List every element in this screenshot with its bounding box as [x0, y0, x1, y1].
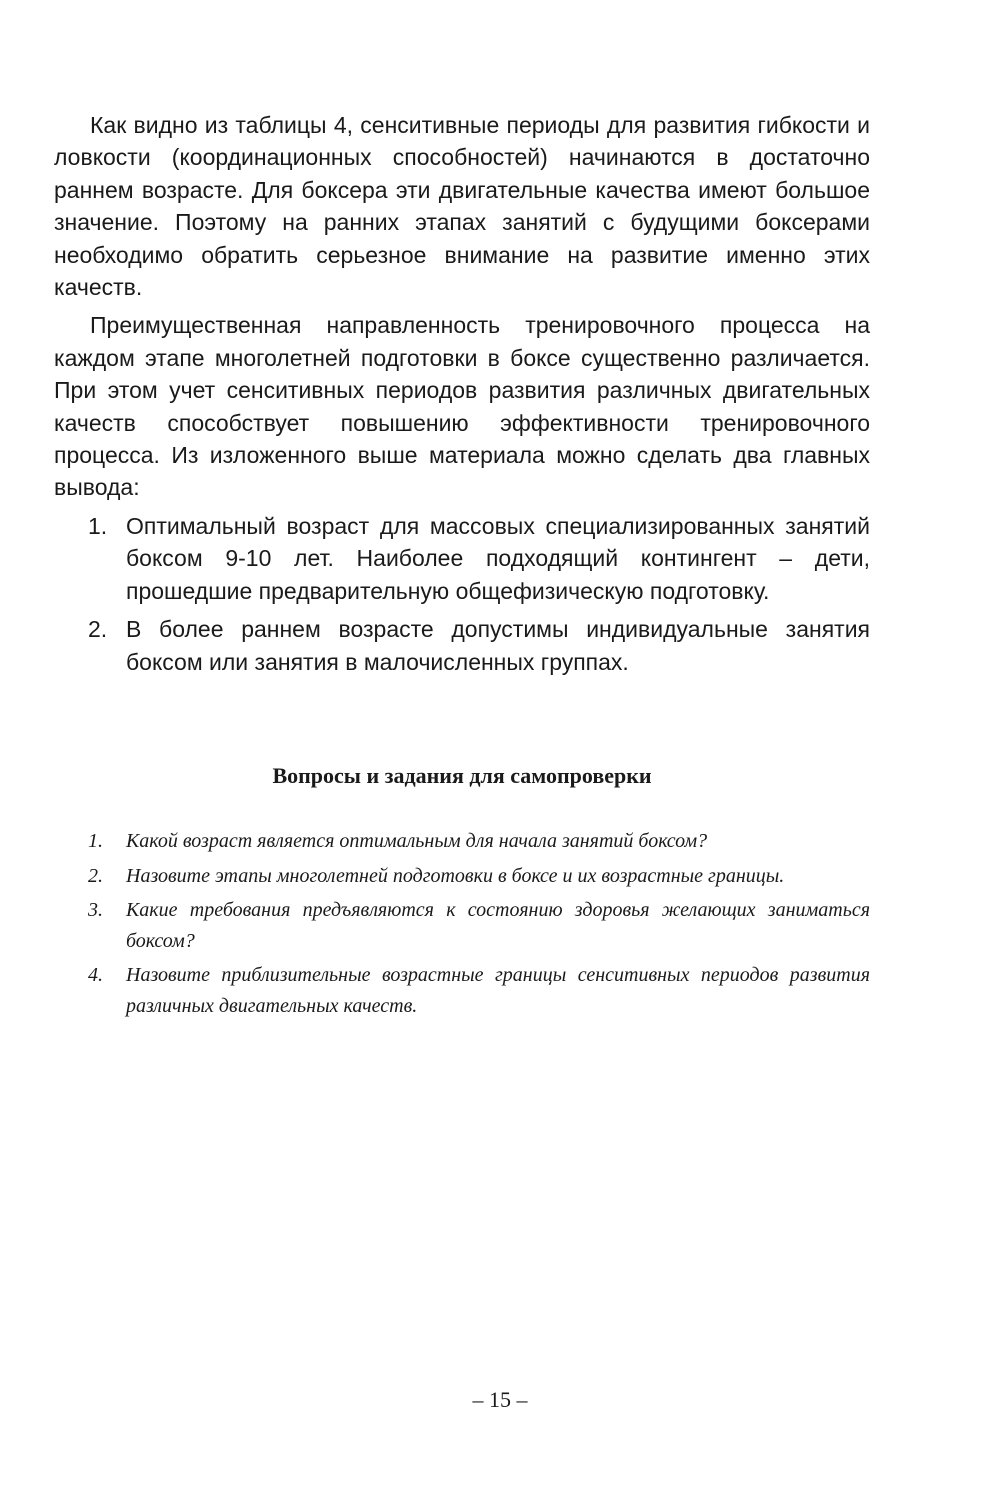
question-number: 3. [88, 899, 103, 921]
question-item [54, 895, 870, 956]
page-number: – 15 – [472, 1387, 528, 1412]
question-number: 2. [88, 864, 103, 887]
conclusion-number: 1. [88, 512, 108, 539]
self-check-questions-list [54, 826, 870, 1025]
conclusion-text: Оптимальный возраст для массовых специализированных занятий боксом 9-10 лет. Наиболее подходящий контингент – дети, прошедшие предварительную общефизическую подготовку. [126, 512, 870, 604]
question-text: Назовите этапы многолетней подготовки в боксе и их возрастные границы. [126, 864, 785, 887]
question-text: Какой возраст является оптимальным для начала занятий боксом? [126, 830, 708, 852]
question-text: Какие требования предъявляются к состоянию здоровья желающих заниматься боксом? [126, 899, 870, 952]
main-text-block [54, 109, 870, 684]
conclusion-item [54, 613, 870, 678]
conclusion-text: В более раннем возрасте допустимы индивидуальные занятия боксом или занятия в малочисленных группах. [126, 616, 870, 675]
conclusion-number: 2. [88, 616, 108, 643]
question-item [54, 826, 870, 857]
paragraph-1: Как видно из таблицы 4, сенситивные периоды для развития гибкости и ловкости (координационных способностей) начинаются в достаточно раннем возрасте. Для боксера эти двигательные качества имеют большое значение. Поэтому на ранних этапах занятий с будущими боксерами необходимо обратить серьезное внимание на развитие именно этих качеств. [54, 112, 870, 301]
conclusion-item [54, 510, 870, 607]
paragraph-2: Преимущественная направленность тренировочного процесса на каждом этапе многолетней подготовки в боксе существенно различается. При этом учет сенситивных периодов развития различных двигательных качеств способствует повышению эффективности тренировочного процесса. Из изложенного выше материала можно сделать два главных вывода: [54, 312, 870, 501]
question-text: Назовите приблизительные возрастные границы сенситивных периодов развития различных двигательных качеств. [126, 964, 870, 1017]
question-item [54, 861, 870, 892]
question-number: 1. [88, 830, 103, 852]
question-item [54, 960, 870, 1021]
question-number: 4. [88, 964, 103, 986]
conclusions-list [54, 510, 870, 678]
section-heading: Вопросы и задания для самопроверки [272, 763, 652, 788]
